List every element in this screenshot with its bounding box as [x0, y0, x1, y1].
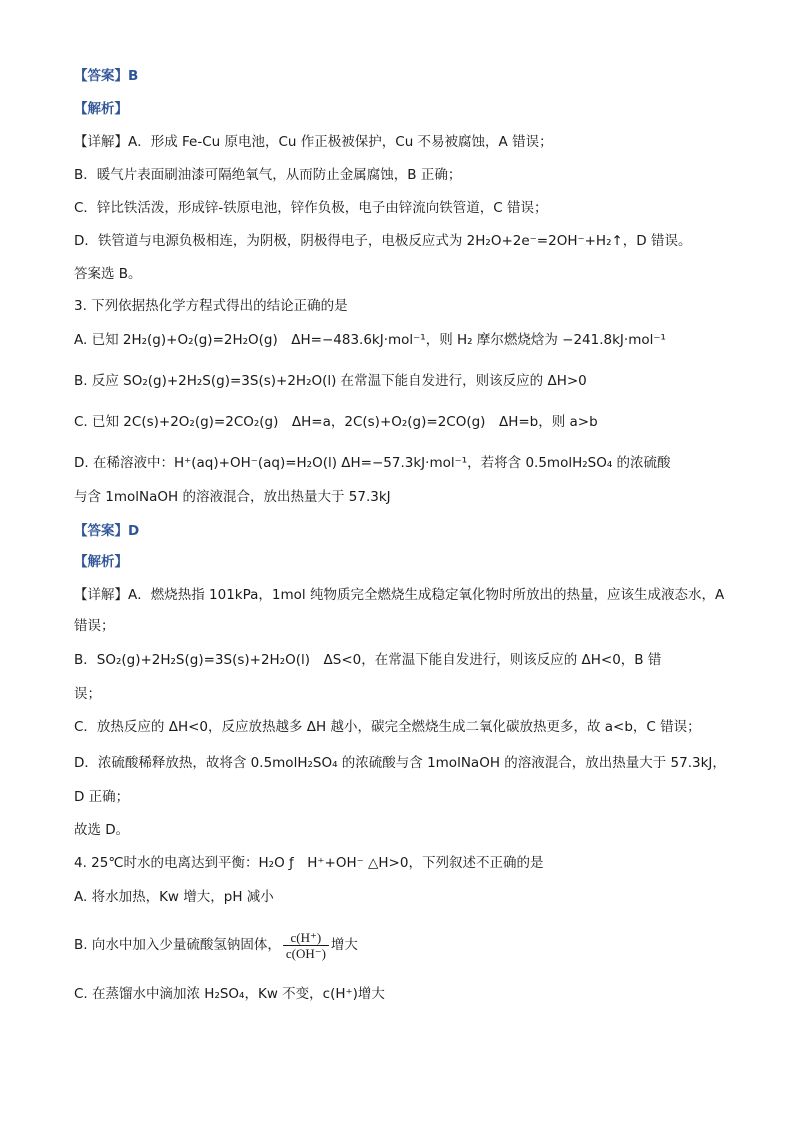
question-3-stem: 3. 下列依据热化学方程式得出的结论正确的是: [74, 298, 348, 314]
explanation-line: D 正确；: [74, 789, 130, 805]
explanation-line: D．浓硫酸稀释放热，故将含 0.5molH₂SO₄ 的浓硫酸与含 1molNaOH 的溶液混合，放出热量大于 57.3kJ，: [74, 755, 726, 771]
explanation-line: 误；: [74, 686, 101, 702]
answer-label: 【答案】B: [74, 68, 139, 84]
explanation-line: 【详解】A．形成 Fe-Cu 原电池，Cu 作正极被保护，Cu 不易被腐蚀，A 错误；: [74, 134, 553, 150]
question-4-stem: 4. 25℃时水的电离达到平衡：H₂O ƒ H⁺+OH⁻ △H>0，下列叙述不正确的是: [74, 855, 544, 871]
question-3-option-c: C. 已知 2C(s)+2O₂(g)=2CO₂(g) ΔH=a，2C(s)+O₂(g)=2CO(g) ΔH=b，则 a>b: [74, 414, 598, 430]
analysis-label: 【解析】: [74, 554, 128, 570]
explanation-line: 错误；: [74, 618, 115, 634]
answer-label: 【答案】D: [74, 523, 140, 539]
hydrogen-hydroxide-ratio: [283, 930, 329, 961]
explanation-line: B．SO₂(g)+2H₂S(g)=3S(s)+2H₂O(l) ΔS<0，在常温下能自发进行，则该反应的 ΔH<0，B 错: [74, 652, 662, 668]
explanation-line: B．暖气片表面刷油漆可隔绝氧气，从而防止金属腐蚀，B 正确；: [74, 167, 462, 183]
analysis-label: 【解析】: [74, 101, 128, 117]
fraction-denominator: c(OH⁻): [285, 945, 326, 961]
explanation-line: 【详解】A．燃烧热指 101kPa，1mol 纯物质完全燃烧生成稳定氧化物时所放出的热量，应该生成液态水，A: [74, 587, 725, 603]
question-3-option-b: B. 反应 SO₂(g)+2H₂S(g)=3S(s)+2H₂O(l) 在常温下能自发进行，则该反应的 ΔH>0: [74, 373, 587, 389]
option-b-suffix: 增大: [330, 937, 358, 953]
explanation-line: 故选 D。: [74, 822, 130, 838]
question-4-option-a: A. 将水加热，Kw 增大，pH 减小: [74, 889, 274, 905]
explanation-line: D．铁管道与电源负极相连，为阴极，阴极得电子，电极反应式为 2H₂O+2e⁻=2OH⁻+H₂↑，D 错误。: [74, 233, 692, 249]
explanation-line: C．放热反应的 ΔH<0，反应放热越多 ΔH 越小，碳完全燃烧生成二氧化碳放热更多，故 a<b，C 错误；: [74, 719, 701, 735]
question-3-option-d-cont: 与含 1molNaOH 的溶液混合，放出热量大于 57.3kJ: [74, 489, 391, 505]
question-3-option-d: D. 在稀溶液中：H⁺(aq)+OH⁻(aq)=H₂O(l) ΔH=−57.3kJ·mol⁻¹，若将含 0.5molH₂SO₄ 的浓硫酸: [74, 455, 671, 471]
question-3-option-a: A. 已知 2H₂(g)+O₂(g)=2H₂O(g) ΔH=−483.6kJ·mol⁻¹，则 H₂ 摩尔燃烧焓为 −241.8kJ·mol⁻¹: [74, 332, 666, 348]
question-4-option-c: C. 在蒸馏水中滴加浓 H₂SO₄，Kw 不变，c(H⁺)增大: [74, 986, 385, 1002]
fraction-numerator: c(H⁺): [283, 930, 329, 946]
option-b-text: B. 向水中加入少量硫酸氢钠固体，: [74, 937, 281, 953]
explanation-line: C．锌比铁活泼，形成锌-铁原电池，锌作负极，电子由锌流向铁管道，C 错误；: [74, 200, 548, 216]
question-4-option-b: [74, 928, 734, 962]
explanation-line: 答案选 B。: [74, 266, 142, 282]
